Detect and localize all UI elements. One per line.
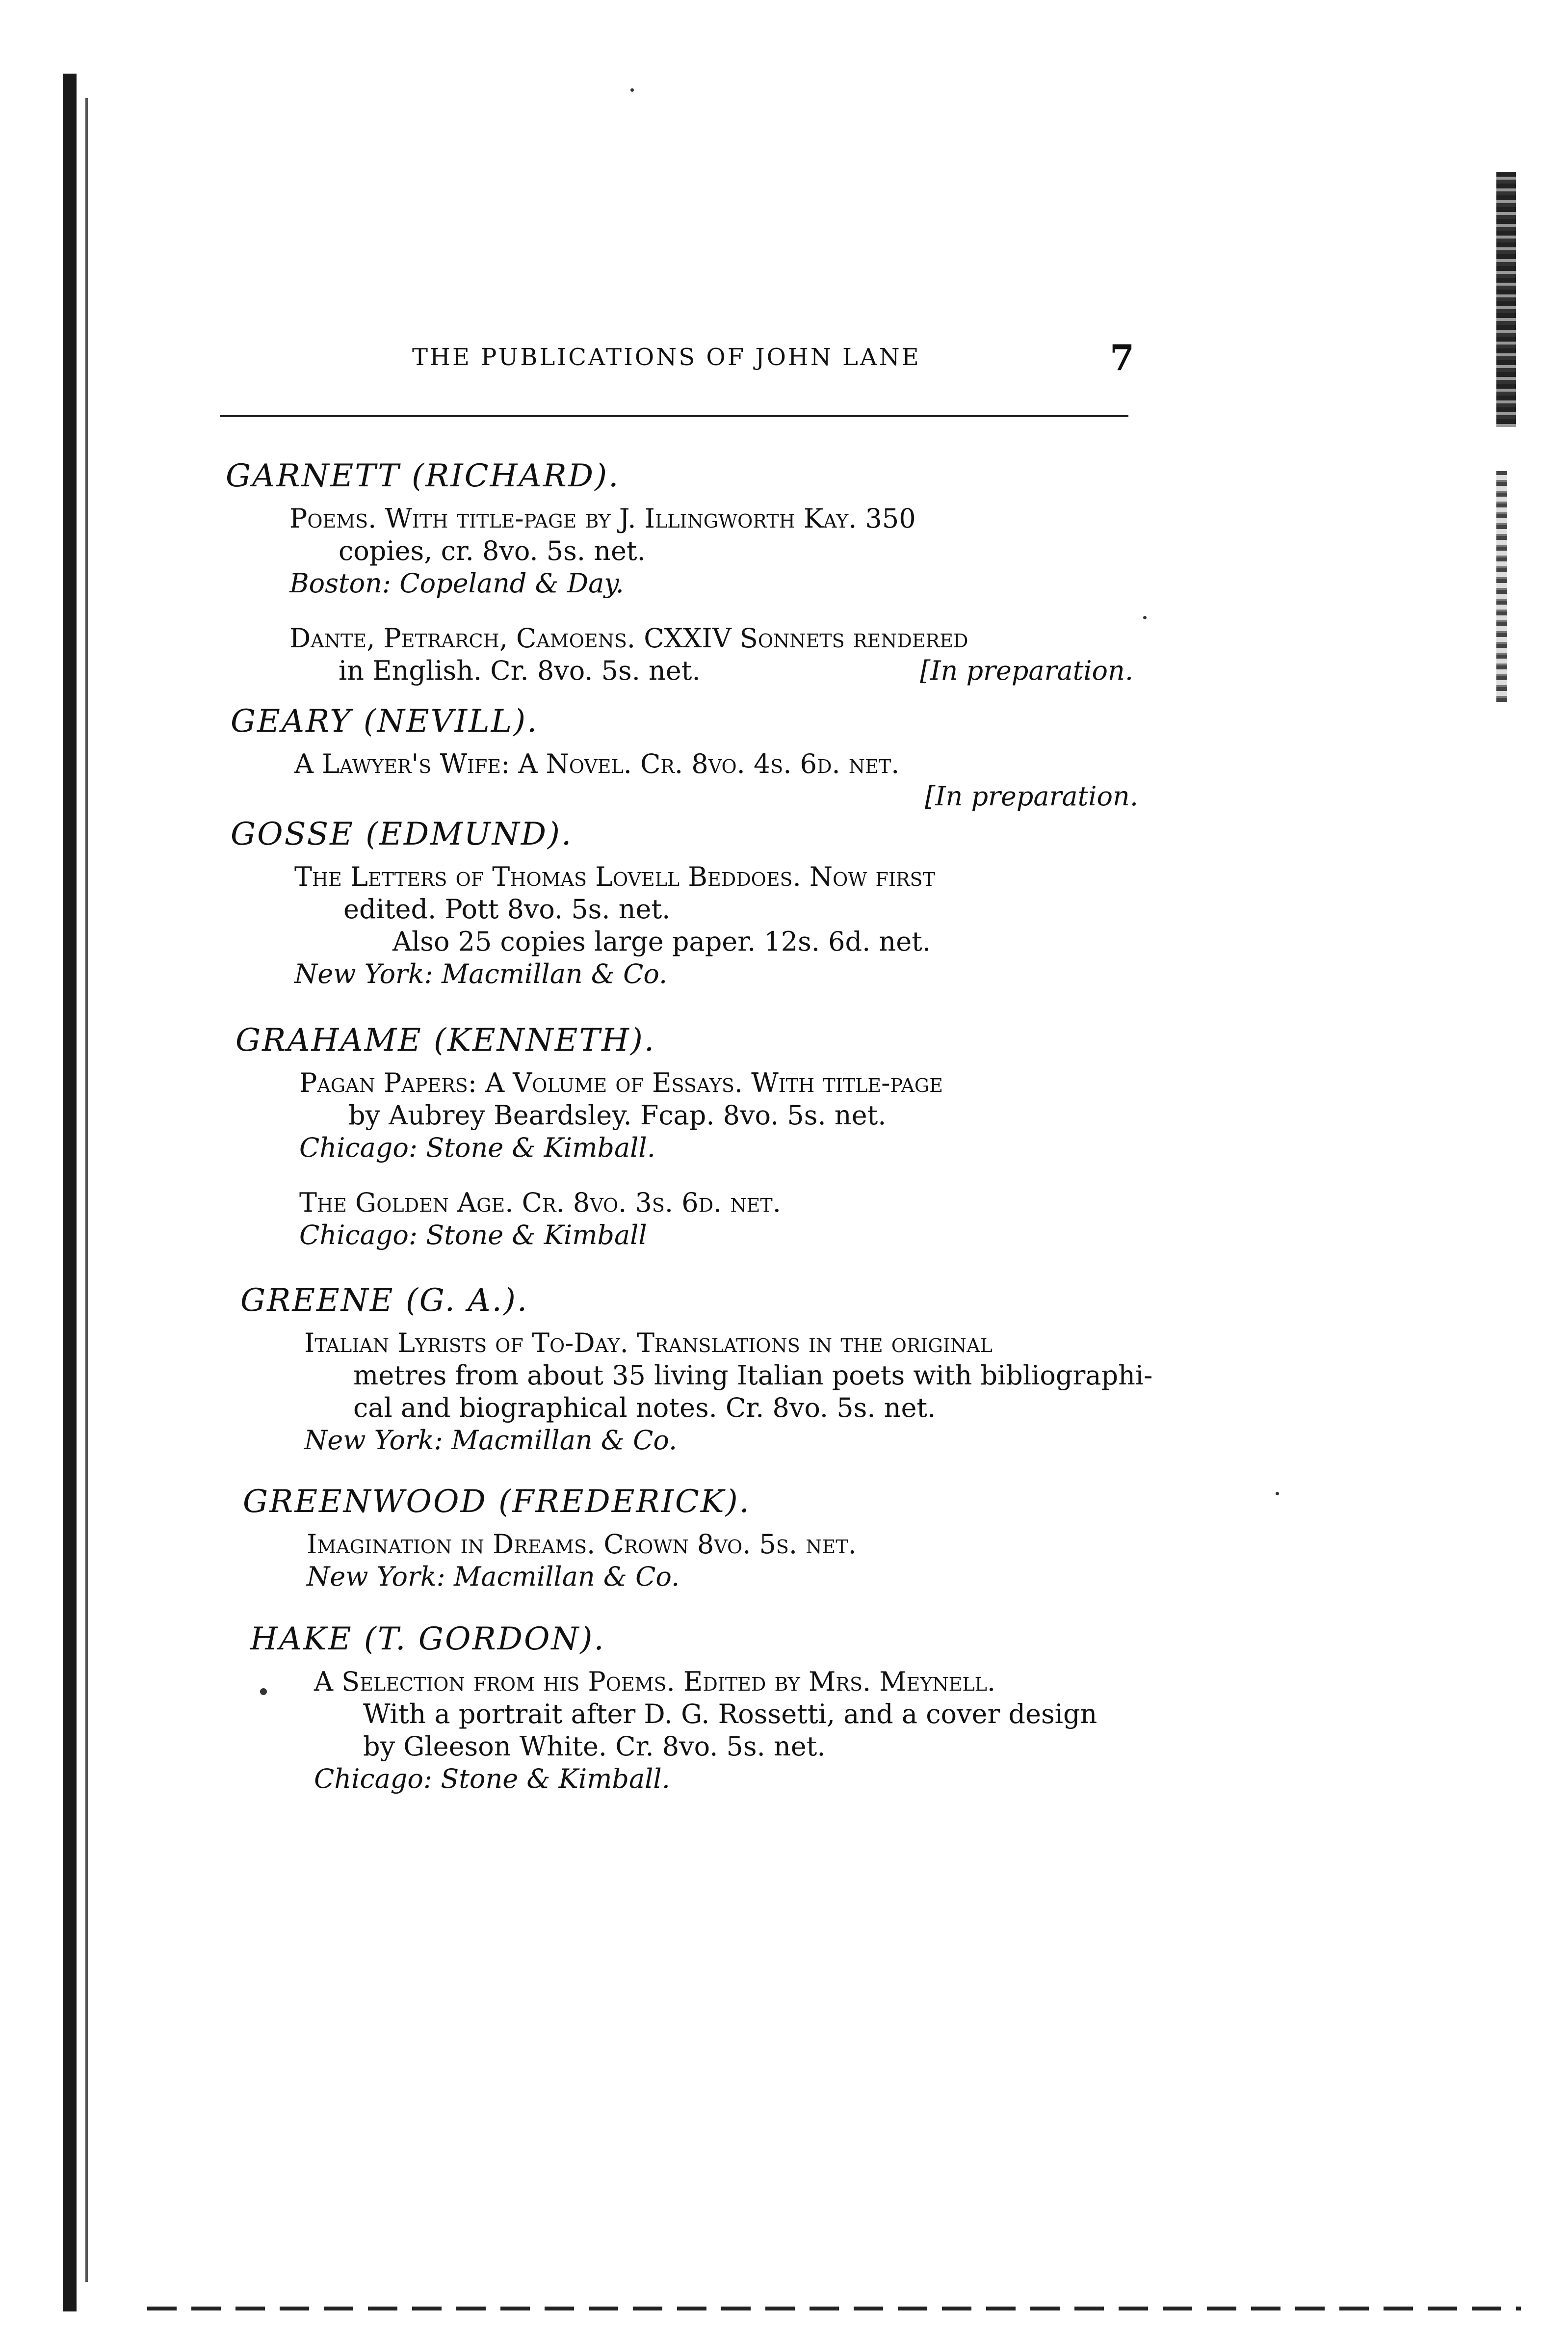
work-golden-age bbox=[299, 1187, 1143, 1219]
work-line: copies, cr. 8vo. 5s. net. bbox=[339, 535, 646, 566]
page-edge-mark-upper bbox=[1496, 172, 1516, 427]
work-italian-lyrists bbox=[304, 1327, 1153, 1424]
entry-greenwood bbox=[243, 1482, 1150, 1593]
publisher-line: Boston: Copeland & Day. bbox=[289, 568, 624, 599]
author-name: GEARY (NEVILL). bbox=[231, 703, 539, 740]
publisher-line: Chicago: Stone & Kimball bbox=[299, 1220, 647, 1250]
work-line: The Letters of Thomas Lovell Beddoes. Now first bbox=[294, 861, 935, 892]
author-name: HAKE (T. GORDON). bbox=[250, 1621, 605, 1657]
publisher-line: New York: Macmillan & Co. bbox=[307, 1561, 680, 1592]
work-imagination-in-dreams bbox=[307, 1528, 1150, 1561]
author-name: GREENE (G. A.). bbox=[240, 1282, 529, 1319]
author-name: GARNETT (RICHARD). bbox=[226, 458, 620, 494]
work-line: Imagination in Dreams. Crown 8vo. 5s. net. bbox=[307, 1529, 857, 1560]
entry-grahame bbox=[235, 1021, 1143, 1251]
work-pagan-papers bbox=[299, 1067, 1143, 1132]
page-edge-mark-lower bbox=[1496, 471, 1507, 702]
entry-hake bbox=[250, 1619, 1158, 1795]
work-line: A Selection from his Poems. Edited by Mrs. Meynell. bbox=[314, 1666, 996, 1697]
work-lawyers-wife bbox=[294, 748, 1138, 813]
speck bbox=[630, 88, 634, 92]
work-line: Pagan Papers: A Volume of Essays. With title-page bbox=[299, 1067, 943, 1098]
speck bbox=[1276, 1492, 1279, 1495]
work-line: The Golden Age. Cr. 8vo. 3s. 6d. net. bbox=[299, 1187, 781, 1218]
work-dante bbox=[289, 622, 1133, 687]
work-line: cal and biographical notes. Cr. 8vo. 5s. net. bbox=[353, 1392, 936, 1423]
binding-shadow bbox=[63, 74, 77, 2311]
work-line: edited. Pott 8vo. 5s. net. bbox=[343, 894, 671, 925]
work-line: Dante, Petrarch, Camoens. CXXIV Sonnets rendered bbox=[289, 623, 968, 654]
publisher-line: New York: Macmillan & Co. bbox=[294, 958, 668, 989]
entry-geary bbox=[231, 702, 1138, 813]
running-head: THE PUBLICATIONS OF JOHN LANE bbox=[412, 344, 921, 371]
work-line: by Aubrey Beardsley. Fcap. 8vo. 5s. net. bbox=[348, 1100, 887, 1131]
work-beddoes-letters bbox=[294, 861, 1138, 958]
preparation-note: [In preparation. bbox=[920, 655, 1133, 686]
work-line: A Lawyer's Wife: A Novel. Cr. 8vo. 4s. 6d. net. bbox=[294, 748, 900, 779]
binding-line bbox=[85, 98, 88, 2282]
entry-greene bbox=[240, 1281, 1153, 1457]
work-line: by Gleeson White. Cr. 8vo. 5s. net. bbox=[363, 1731, 826, 1762]
preparation-note: [In preparation. bbox=[925, 781, 1138, 812]
author-name: GRAHAME (KENNETH). bbox=[235, 1022, 656, 1059]
entry-garnett bbox=[226, 456, 1133, 687]
publisher-line: Chicago: Stone & Kimball. bbox=[299, 1132, 655, 1163]
work-poems bbox=[289, 503, 1133, 567]
header-rule bbox=[220, 415, 1128, 417]
work-line: Italian Lyrists of To-Day. Translations in the original bbox=[304, 1327, 993, 1358]
author-name: GOSSE (EDMUND). bbox=[231, 816, 573, 852]
work-selection-poems bbox=[314, 1666, 1158, 1763]
work-line: With a portrait after D. G. Rossetti, and a cover design bbox=[363, 1699, 1098, 1729]
speck bbox=[1143, 616, 1147, 619]
page-bottom-edge bbox=[147, 2307, 1521, 2310]
entry-gosse bbox=[231, 815, 1138, 990]
work-line: in English. Cr. 8vo. 5s. net. bbox=[339, 655, 701, 686]
work-line: metres from about 35 living Italian poets with bibliographi- bbox=[353, 1360, 1153, 1391]
publisher-line: Chicago: Stone & Kimball. bbox=[314, 1763, 670, 1794]
author-name: GREENWOOD (FREDERICK). bbox=[243, 1484, 751, 1520]
work-line: Also 25 copies large paper. 12s. 6d. net. bbox=[392, 926, 931, 957]
page-number: 7 bbox=[1110, 337, 1135, 378]
publisher-line: New York: Macmillan & Co. bbox=[304, 1425, 678, 1456]
work-line: Poems. With title-page by J. Illingworth Kay. 350 bbox=[289, 503, 916, 534]
